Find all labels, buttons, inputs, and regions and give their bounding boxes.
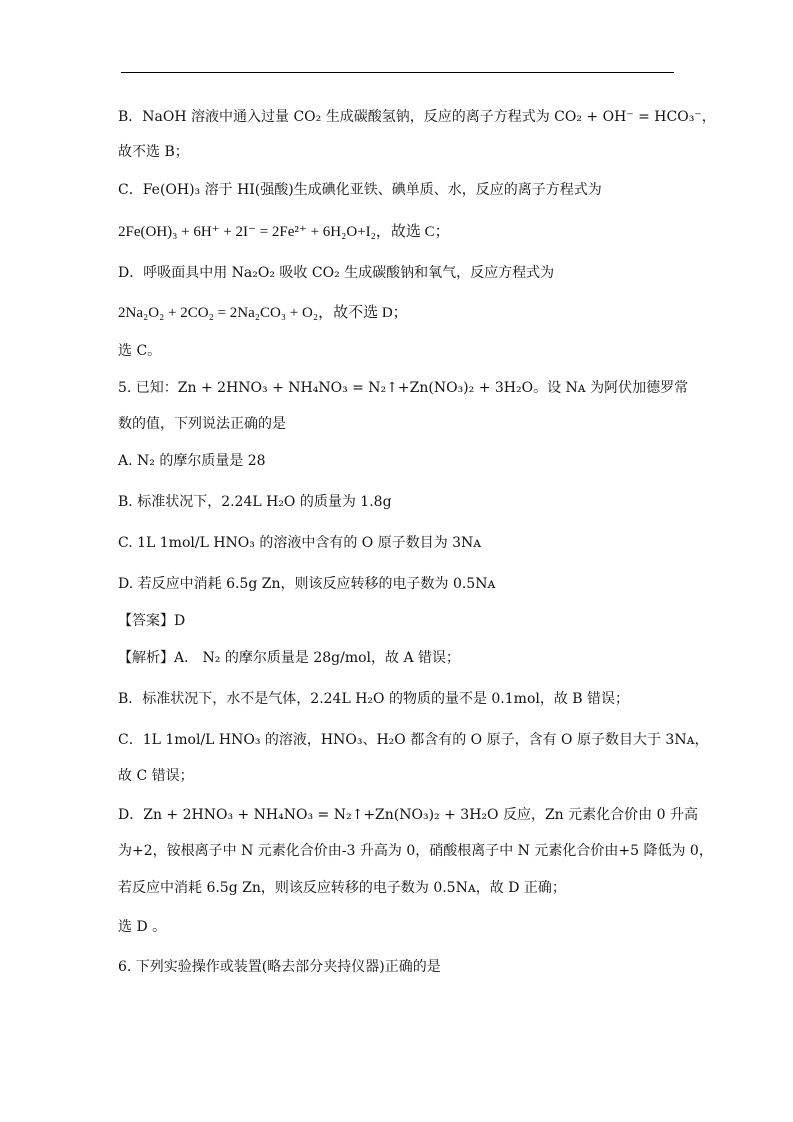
choose-c-line: 选 C。 — [118, 343, 162, 359]
q5-option-b: B. 标准状况下，2.24L H₂O 的质量为 1.8g — [118, 494, 392, 510]
q5-option-a: A. N₂ 的摩尔质量是 28 — [118, 453, 266, 469]
analysis-c-line-2: 故 C 错误； — [118, 768, 194, 784]
option-d-equation: 2Na₂O₂ + 2CO₂ = 2Na₂CO₃ + O₂，故不选 D； — [118, 305, 408, 321]
analysis-d-line-1: D．Zn + 2HNO₃ + NH₄NO₃ = N₂↑+Zn(NO₃)₂ + 3H₂O 反应，Zn 元素化合价由 0 升高 — [118, 807, 698, 823]
question-6-line: 6. 下列实验操作或装置(略去部分夹持仪器)正确的是 — [118, 959, 441, 975]
option-b-line-2: 故不选 B； — [118, 144, 189, 160]
option-c-equation: 2Fe(OH)₃ + 6H⁺ + 2I⁻ = 2Fe²⁺ + 6H₂O+I₂，故选 C； — [118, 224, 450, 240]
q5-option-d: D. 若反应中消耗 6.5g Zn，则该反应转移的电子数为 0.5Nᴀ — [118, 576, 496, 592]
option-d-line-1: D．呼吸面具中用 Na₂O₂ 吸收 CO₂ 生成碳酸钠和氧气，反应方程式为 — [118, 265, 555, 281]
q5-option-c: C. 1L 1mol/L HNO₃ 的溶液中含有的 O 原子数目为 3Nᴀ — [118, 535, 482, 551]
analysis-b-line: B．标准状况下，水不是气体，2.24L H₂O 的物质的量不是 0.1mol，故 B 错误； — [118, 691, 630, 707]
answer-line: 【答案】D — [118, 613, 186, 629]
question-5-line-1: 5. 已知：Zn + 2HNO₃ + NH₄NO₃ = N₂↑+Zn(NO₃)₂ + 3H₂O。设 Nᴀ 为阿伏加德罗常 — [118, 380, 689, 396]
analysis-a-line: 【解析】A． N₂ 的摩尔质量是 28g/mol，故 A 错误； — [118, 650, 461, 666]
analysis-c-line-1: C．1L 1mol/L HNO₃ 的溶液，HNO₃、H₂O 都含有的 O 原子，含有 O 原子数目大于 3Nᴀ， — [118, 732, 709, 748]
option-c-line-1: C．Fe(OH)₃ 溶于 HI(强酸)生成碘化亚铁、碘单质、水，反应的离子方程式为 — [118, 182, 602, 198]
analysis-d-line-3: 若反应中消耗 6.5g Zn，则该反应转移的电子数为 0.5Nᴀ，故 D 正确； — [118, 880, 566, 896]
question-5-line-2: 数的值，下列说法正确的是 — [118, 416, 286, 432]
option-b-line-1: B．NaOH 溶液中通入过量 CO₂ 生成碳酸氢钠，反应的离子方程式为 CO₂ + OH⁻ = HCO₃⁻， — [118, 109, 716, 125]
analysis-d-line-2: 为+2，铵根离子中 N 元素化合价由-3 升高为 0，硝酸根离子中 N 元素化合价由+5 降低为 0， — [118, 843, 713, 859]
header-rule — [121, 72, 674, 73]
choose-d-line: 选 D 。 — [118, 919, 167, 935]
